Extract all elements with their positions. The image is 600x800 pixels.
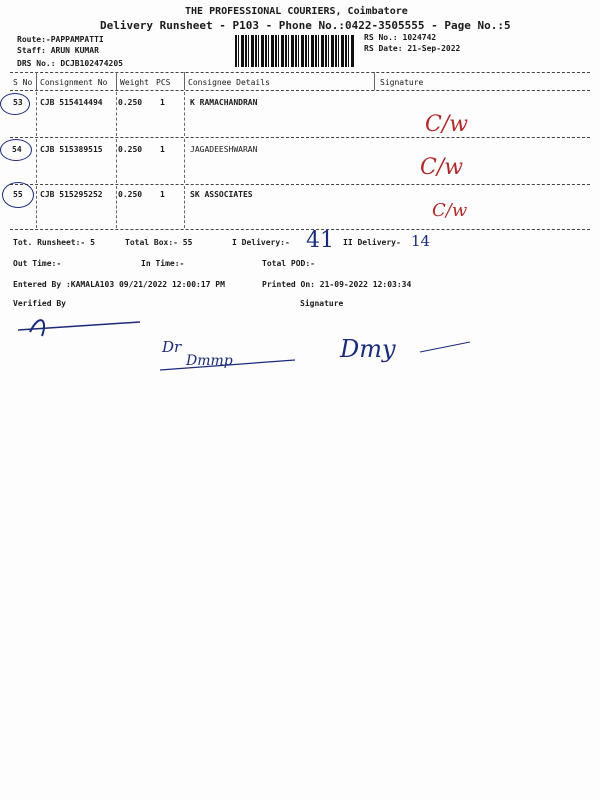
ii-delivery-handwritten: 14 <box>411 232 431 250</box>
tot-runsheet: Tot. Runsheet:- 5 <box>13 238 95 247</box>
row-pcs: 1 <box>160 190 165 199</box>
staff-signature: Dmy <box>340 335 396 363</box>
total-pod: Total POD:- <box>262 259 315 268</box>
rs-no-label: RS No.: 1024742 <box>364 33 437 42</box>
signature-label: Signature <box>300 299 344 308</box>
i-delivery-handwritten: 41 <box>306 228 334 253</box>
row-consignment: CJB 515414494 <box>40 98 103 107</box>
row-weight: 0.250 <box>118 190 143 199</box>
verifier-initial: Dr <box>162 338 182 356</box>
col-header-signature: Signature <box>380 78 424 87</box>
entered-by: Entered By :KAMALA103 09/21/2022 12:00:17 PM <box>13 280 225 289</box>
col-header-sno: S No <box>13 78 33 87</box>
staff-label: Staff: ARUN KUMAR <box>17 46 99 55</box>
row-signature: C/w <box>432 200 468 221</box>
row-consignee: SK ASSOCIATES <box>190 190 253 199</box>
col-header-consignment: Consignment No <box>40 78 108 87</box>
row-sno: 54 <box>12 145 22 154</box>
ii-delivery-label: II Delivery- <box>343 238 401 247</box>
in-time: In Time:- <box>141 259 185 268</box>
runsheet-title: Delivery Runsheet - P103 - Phone No.:0422-3505555 - Page No.:5 <box>100 19 511 32</box>
row-signature: C/w <box>425 112 469 137</box>
row-sno: 55 <box>13 190 23 199</box>
col-header-consignee: Consignee Details <box>188 78 270 87</box>
row-sno: 53 <box>13 98 23 107</box>
row-consignment: CJB 515295252 <box>40 190 103 199</box>
row-consignment: CJB 515389515 <box>40 145 103 154</box>
row-weight: 0.250 <box>118 98 143 107</box>
row-signature: C/w <box>420 155 464 180</box>
row-weight: 0.250 <box>118 145 143 154</box>
drs-label: DRS No.: DCJB102474205 <box>17 59 123 68</box>
printed-on: Printed On: 21-09-2022 12:03:34 <box>262 280 412 289</box>
row-consignee: K RAMACHANDRAN <box>190 98 258 107</box>
verifier-signature: Dmmp <box>186 353 233 369</box>
company-title: THE PROFESSIONAL COURIERS, Coimbatore <box>185 6 408 17</box>
row-consignee: JAGADEESHWARAN <box>190 145 258 154</box>
rs-date-label: RS Date: 21-Sep-2022 <box>364 44 461 53</box>
col-header-weight: Weight <box>120 78 149 87</box>
row-pcs: 1 <box>160 98 165 107</box>
route-label: Route:-PAPPAMPATTI <box>17 35 104 44</box>
total-box: Total Box:- 55 <box>125 238 193 247</box>
i-delivery-label: I Delivery:- <box>232 238 290 247</box>
verified-by: Verified By <box>13 299 66 308</box>
col-header-pcs: PCS <box>156 78 171 87</box>
out-time: Out Time:- <box>13 259 62 268</box>
row-pcs: 1 <box>160 145 165 154</box>
